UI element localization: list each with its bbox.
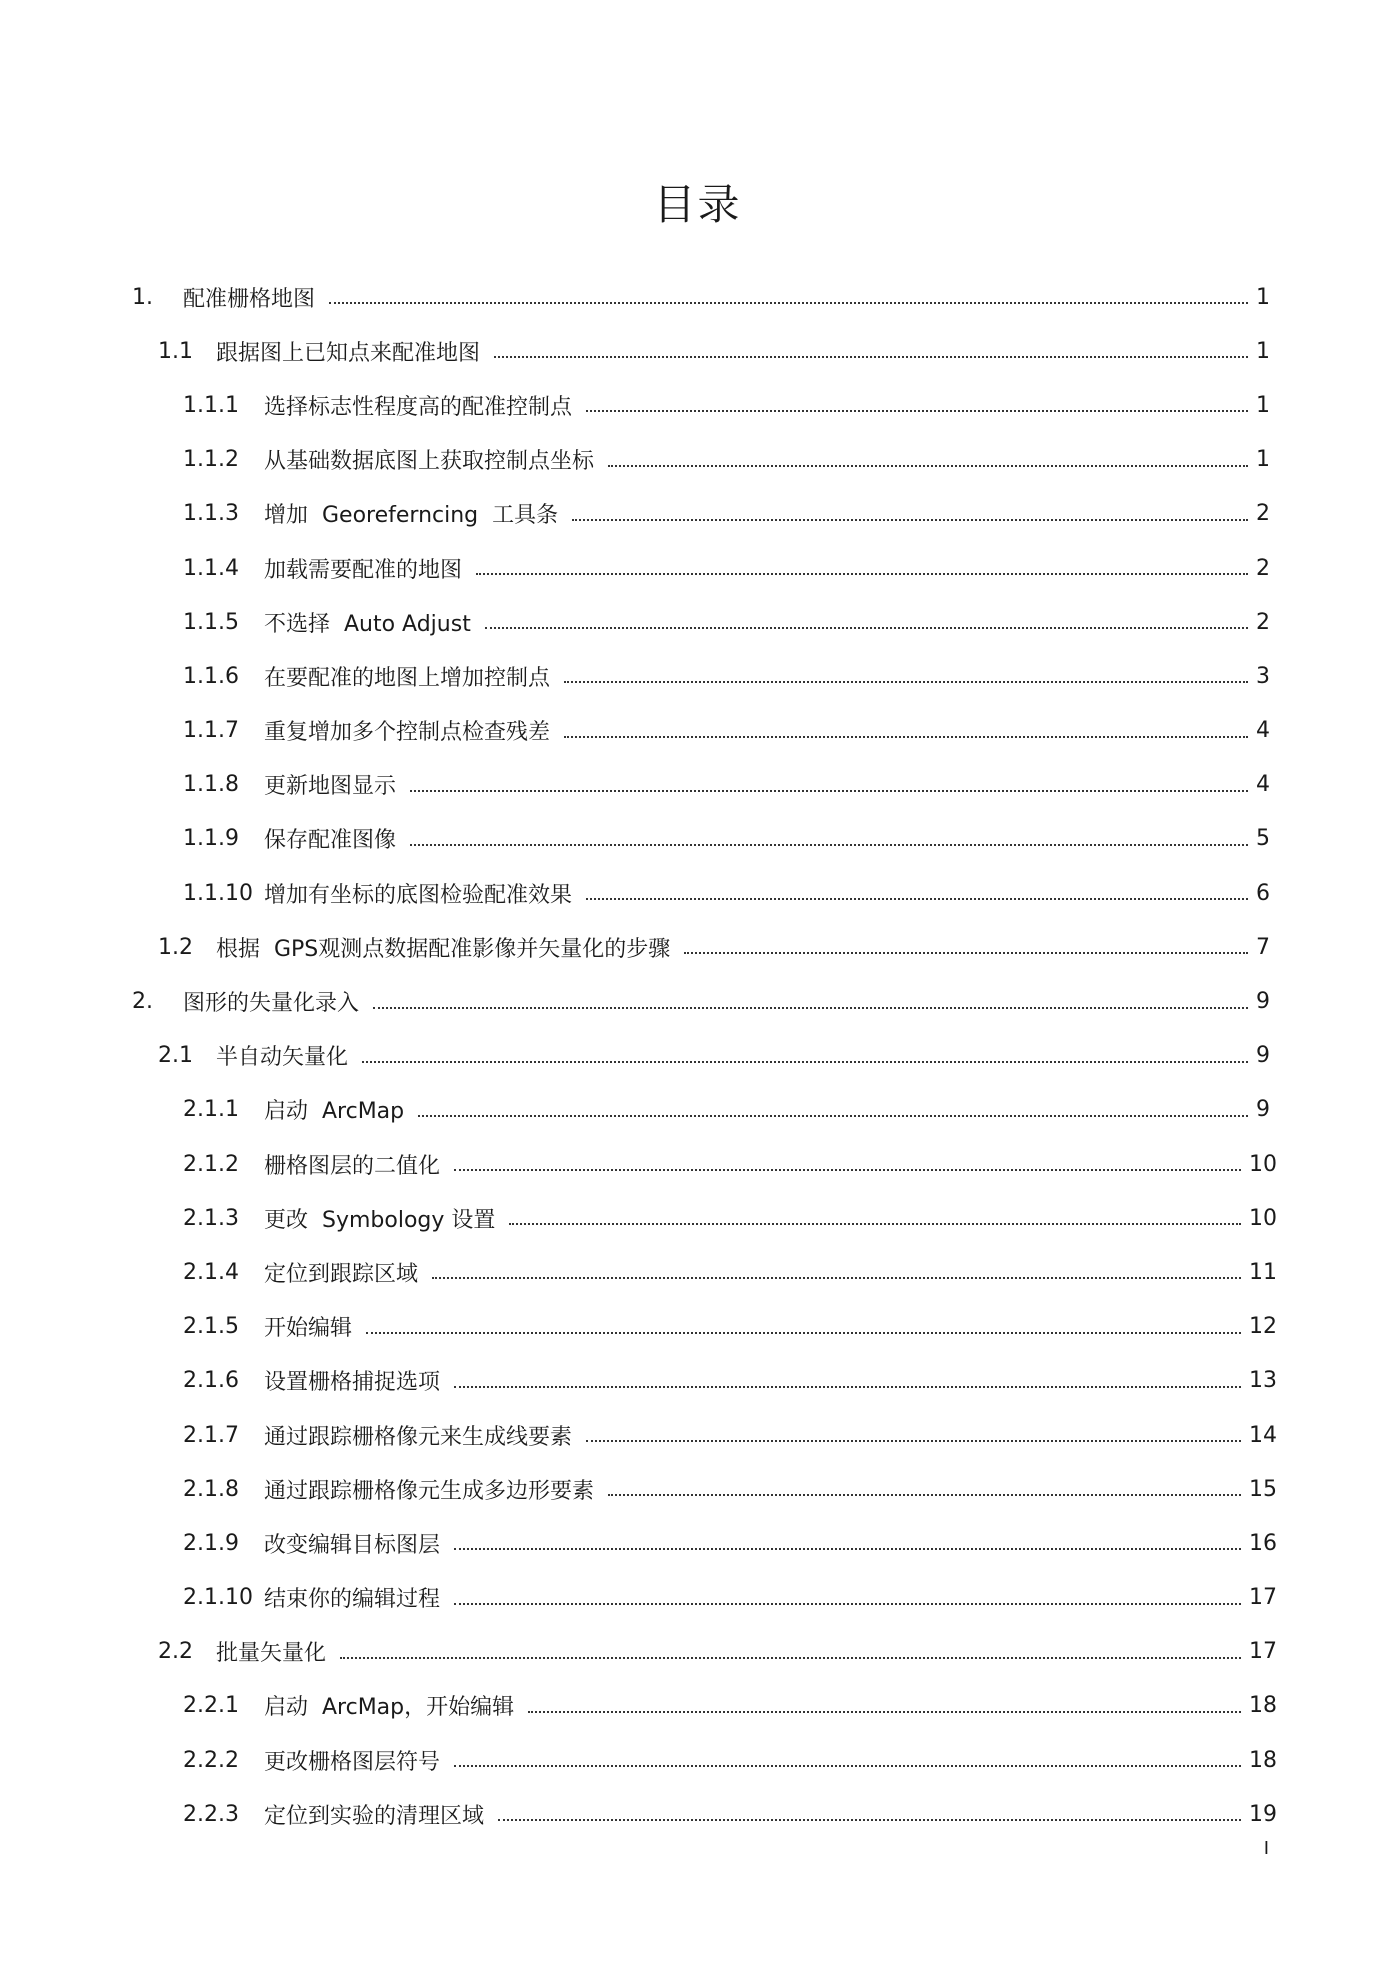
toc-entry-text: 开始编辑 — [264, 1316, 353, 1342]
toc-entry-page: 9 — [1256, 989, 1270, 1015]
toc-entry-page: 1 — [1256, 338, 1270, 364]
dot-leader — [366, 1332, 1241, 1334]
dot-leader — [340, 1657, 1241, 1659]
toc-entry-page: 7 — [1256, 934, 1270, 960]
toc-entry[interactable] — [0, 324, 1395, 378]
dot-leader — [572, 519, 1248, 521]
toc-entry[interactable] — [0, 433, 1395, 487]
toc-entry-number: 2.2.2 — [183, 1747, 239, 1773]
dot-leader — [418, 1115, 1248, 1117]
toc-entry[interactable] — [0, 1354, 1395, 1408]
toc-entry-text: 结束你的编辑过程 — [264, 1587, 441, 1613]
toc-entry-text: 配准栅格地图 — [183, 286, 316, 312]
toc-entry[interactable] — [0, 270, 1395, 324]
toc-entry[interactable] — [0, 1408, 1395, 1462]
toc-entry-number: 1.2 — [158, 934, 193, 960]
toc-entry-page: 3 — [1256, 663, 1270, 689]
toc-entry-number: 1.1.5 — [183, 609, 239, 635]
dot-leader — [329, 302, 1248, 304]
toc-entry-number: 1.1.8 — [183, 772, 239, 798]
toc-entry[interactable] — [0, 974, 1395, 1028]
toc-entry-number: 2.1.7 — [183, 1422, 239, 1448]
toc-entry[interactable] — [0, 1733, 1395, 1787]
dot-leader — [586, 898, 1248, 900]
toc-entry-page: 17 — [1249, 1639, 1277, 1665]
toc-entry[interactable] — [0, 1191, 1395, 1245]
toc-entry-text: 根据 GPS观测点数据配准影像并矢量化的步骤 — [216, 936, 671, 962]
toc-entry[interactable] — [0, 1679, 1395, 1733]
toc-entry-page: 18 — [1249, 1747, 1277, 1773]
toc-entry-number: 1.1.1 — [183, 392, 239, 418]
toc-entry[interactable] — [0, 866, 1395, 920]
dot-leader — [410, 844, 1248, 846]
toc-entry-page: 4 — [1256, 718, 1270, 744]
toc-entry-page: 9 — [1256, 1043, 1270, 1069]
toc-entry-text: 重复增加多个控制点检查残差 — [264, 720, 551, 746]
toc-entry[interactable] — [0, 704, 1395, 758]
toc-entry[interactable] — [0, 1787, 1395, 1841]
toc-entry-text: 定位到跟踪区域 — [264, 1261, 419, 1287]
toc-entry-text: 不选择 Auto Adjust — [264, 611, 471, 637]
toc-entry-page: 15 — [1249, 1476, 1277, 1502]
toc-entry-page: 5 — [1256, 826, 1270, 852]
toc-entry-number: 2.2.3 — [183, 1801, 239, 1827]
toc-entry-text: 通过跟踪栅格像元生成多边形要素 — [264, 1478, 595, 1504]
toc-entry-text: 改变编辑目标图层 — [264, 1532, 441, 1558]
dot-leader — [528, 1711, 1241, 1713]
toc-entry-text: 通过跟踪栅格像元来生成线要素 — [264, 1424, 573, 1450]
toc-entry-number: 1.1.3 — [183, 501, 239, 527]
toc-entry-text: 启动 ArcMap，开始编辑 — [264, 1695, 515, 1721]
toc-entry-text: 从基础数据底图上获取控制点坐标 — [264, 449, 595, 475]
toc-entry-page: 16 — [1249, 1530, 1277, 1556]
toc-entry[interactable] — [0, 758, 1395, 812]
page-number: I — [1263, 1838, 1269, 1859]
dot-leader — [608, 465, 1248, 467]
toc-entry-page: 17 — [1249, 1585, 1277, 1611]
toc-entry-page: 9 — [1256, 1097, 1270, 1123]
toc-entry[interactable] — [0, 378, 1395, 432]
toc-entry-text: 加载需要配准的地图 — [264, 557, 463, 583]
dot-leader — [454, 1765, 1241, 1767]
toc-entry[interactable] — [0, 1245, 1395, 1299]
toc-entry-page: 2 — [1256, 501, 1270, 527]
toc-entry-number: 2.1.9 — [183, 1530, 239, 1556]
toc-entry-text: 更改栅格图层符号 — [264, 1749, 441, 1775]
dot-leader — [608, 1494, 1241, 1496]
toc-entry-number: 1.1.2 — [183, 447, 239, 473]
toc-entry-text: 跟据图上已知点来配准地图 — [216, 340, 481, 366]
toc-entry-page: 11 — [1249, 1259, 1277, 1285]
toc-entry-page: 18 — [1249, 1693, 1277, 1719]
toc-entry-number: 2.1 — [158, 1043, 193, 1069]
toc-entry-text: 设置栅格捕捉选项 — [264, 1370, 441, 1396]
dot-leader — [432, 1277, 1241, 1279]
toc-entry-page: 2 — [1256, 555, 1270, 581]
toc-entry-number: 2.1.3 — [183, 1205, 239, 1231]
toc-entry[interactable] — [0, 1516, 1395, 1570]
toc-list — [0, 270, 1395, 1841]
toc-entry[interactable] — [0, 1083, 1395, 1137]
toc-entry-number: 1.1 — [158, 338, 193, 364]
dot-leader — [485, 627, 1248, 629]
toc-entry-number: 2.1.8 — [183, 1476, 239, 1502]
toc-entry-number: 2.1.2 — [183, 1151, 239, 1177]
page-title: 目录 — [653, 180, 742, 229]
toc-entry-page: 1 — [1256, 392, 1270, 418]
toc-entry-text: 选择标志性程度高的配准控制点 — [264, 394, 573, 420]
toc-entry-number: 2.1.4 — [183, 1259, 239, 1285]
toc-entry-text: 增加 Georeferncing 工具条 — [264, 503, 559, 529]
toc-entry-text: 图形的失量化录入 — [183, 991, 360, 1017]
toc-entry-page: 1 — [1256, 284, 1270, 310]
toc-entry-page: 13 — [1249, 1368, 1277, 1394]
dot-leader — [498, 1819, 1241, 1821]
toc-entry[interactable] — [0, 1625, 1395, 1679]
toc-entry-text: 定位到实验的清理区域 — [264, 1803, 485, 1829]
toc-entry-number: 2.1.6 — [183, 1368, 239, 1394]
dot-leader — [476, 573, 1248, 575]
toc-entry-page: 4 — [1256, 772, 1270, 798]
toc-entry[interactable] — [0, 487, 1395, 541]
dot-leader — [362, 1061, 1248, 1063]
toc-entry-text: 启动 ArcMap — [264, 1099, 405, 1125]
toc-entry-page: 10 — [1249, 1205, 1277, 1231]
toc-entry[interactable] — [0, 1571, 1395, 1625]
toc-entry[interactable] — [0, 920, 1395, 974]
toc-entry-text: 半自动矢量化 — [216, 1045, 349, 1071]
toc-entry[interactable] — [0, 649, 1395, 703]
toc-entry[interactable] — [0, 1300, 1395, 1354]
dot-leader — [373, 1007, 1248, 1009]
toc-entry-text: 增加有坐标的底图检验配准效果 — [264, 882, 573, 908]
toc-entry-number: 1.1.6 — [183, 663, 239, 689]
toc-entry-page: 12 — [1249, 1314, 1277, 1340]
dot-leader — [454, 1603, 1241, 1605]
toc-entry-number: 2.1.5 — [183, 1314, 239, 1340]
toc-entry-number: 1.1.7 — [183, 718, 239, 744]
toc-entry[interactable] — [0, 1029, 1395, 1083]
dot-leader — [586, 1440, 1241, 1442]
dot-leader — [684, 952, 1248, 954]
toc-entry-number: 1.1.10 — [183, 880, 253, 906]
toc-entry[interactable] — [0, 812, 1395, 866]
toc-entry-text: 栅格图层的二值化 — [264, 1153, 441, 1179]
dot-leader — [494, 356, 1248, 358]
toc-entry-number: 2. — [132, 989, 153, 1015]
dot-leader — [586, 410, 1248, 412]
toc-entry-text: 批量矢量化 — [216, 1641, 327, 1667]
toc-entry[interactable] — [0, 541, 1395, 595]
toc-entry-text: 更新地图显示 — [264, 774, 397, 800]
dot-leader — [454, 1169, 1241, 1171]
toc-entry-page: 6 — [1256, 880, 1270, 906]
toc-entry[interactable] — [0, 1137, 1395, 1191]
toc-entry-page: 19 — [1249, 1801, 1277, 1827]
dot-leader — [564, 681, 1248, 683]
toc-entry-page: 10 — [1249, 1151, 1277, 1177]
toc-entry-number: 1.1.4 — [183, 555, 239, 581]
toc-entry[interactable] — [0, 1462, 1395, 1516]
dot-leader — [509, 1223, 1241, 1225]
toc-entry-page: 2 — [1256, 609, 1270, 635]
toc-entry-number: 2.1.1 — [183, 1097, 239, 1123]
toc-entry-text: 在要配准的地图上增加控制点 — [264, 665, 551, 691]
toc-entry-number: 2.1.10 — [183, 1585, 253, 1611]
toc-entry-text: 更改 Symbology 设置 — [264, 1207, 496, 1233]
dot-leader — [454, 1386, 1241, 1388]
toc-entry-number: 2.2.1 — [183, 1693, 239, 1719]
dot-leader — [410, 790, 1248, 792]
toc-entry[interactable] — [0, 595, 1395, 649]
toc-entry-text: 保存配准图像 — [264, 828, 397, 854]
dot-leader — [564, 736, 1248, 738]
toc-entry-number: 2.2 — [158, 1639, 193, 1665]
dot-leader — [454, 1548, 1241, 1550]
toc-entry-number: 1. — [132, 284, 153, 310]
toc-entry-page: 1 — [1256, 447, 1270, 473]
toc-entry-number: 1.1.9 — [183, 826, 239, 852]
toc-entry-page: 14 — [1249, 1422, 1277, 1448]
